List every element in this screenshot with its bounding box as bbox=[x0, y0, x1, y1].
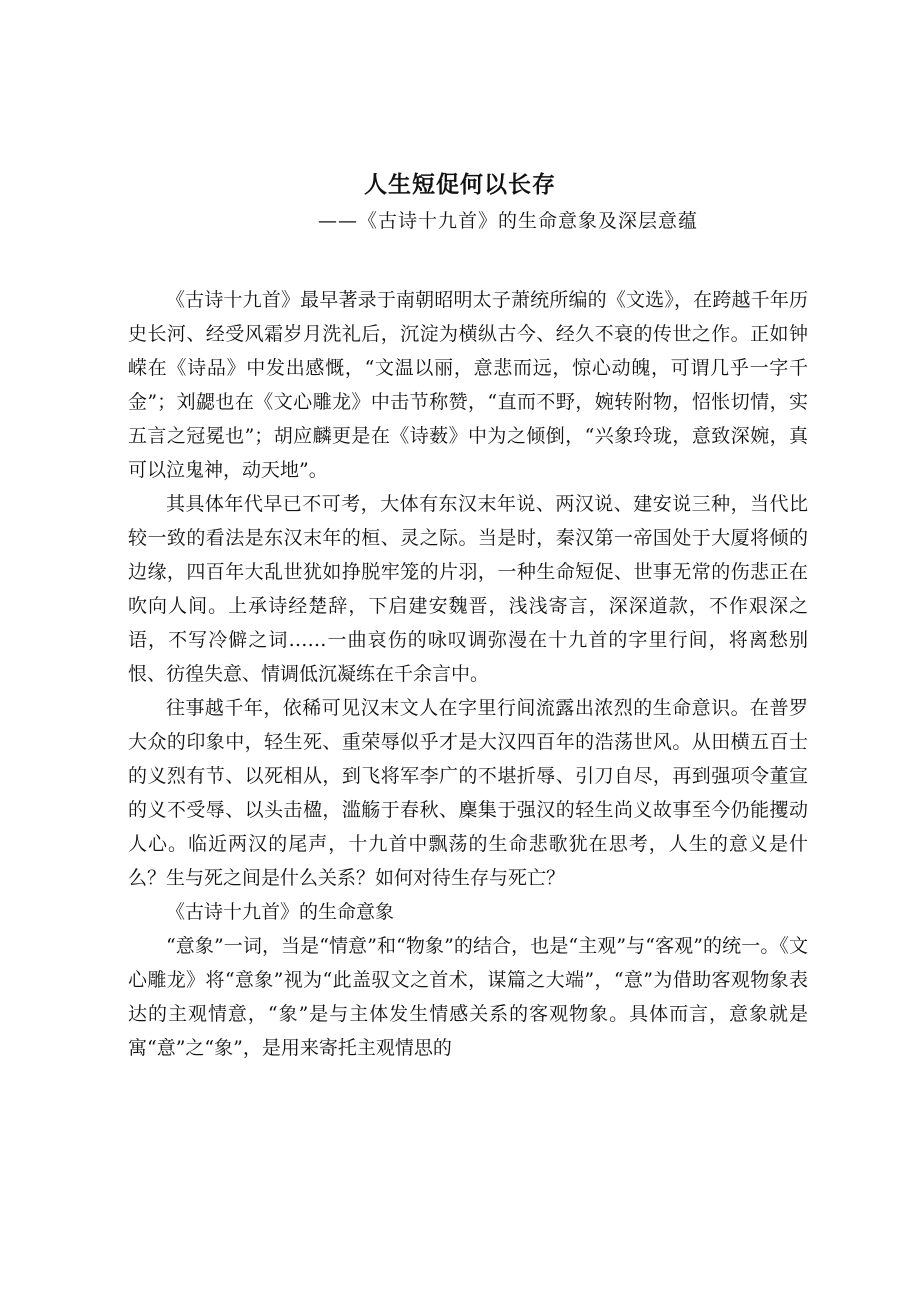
paragraph-1: 《古诗十九首》最早著录于南朝昭明太子萧统所编的《文选》，在跨越千年历史长河、经受风霜岁月洗礼后，沉淀为横纵古今、经久不衰的传世之作。正如钟嵘在《诗品》中发出感慨，“文温以丽，意悲而远，惊心动魄，可谓几乎一字千金”；刘勰也在《文心雕龙》中击节称赞，“直而不野，婉转附物，怊怅切情，实五言之冠冕也”；胡应麟更是在《诗薮》中为之倾倒，“兴象玲珑，意致深婉，真可以泣鬼神，动天地”。 bbox=[128, 289, 808, 481]
document-title: 人生短促何以长存 bbox=[364, 172, 556, 198]
section-heading: 《古诗十九首》的生命意象 bbox=[166, 901, 395, 923]
document-subtitle: ——《古诗十九首》的生命意象及深层意蕴 bbox=[317, 210, 698, 232]
paragraph-3: 往事越千年，依稀可见汉末文人在字里行间流露出浓烈的生命意识。在普罗大众的印象中，轻生死、重荣辱似乎才是大汉四百年的浩荡世风。从田横五百士的义烈有节、以死相从，到飞将军李广的不堪折辱、引刀自尽，再到强项令董宣的义不受辱、以头击楹，滥觞于春秋、麇集于强汉的轻生尚义故事至今仍能攫动人心。临近两汉的尾声，十九首中飘荡的生命悲歌犹在思考，人生的意义是什么？生与死之间是什么关系？如何对待生存与死亡？ bbox=[128, 697, 808, 889]
paragraph-2: 其具体年代早已不可考，大体有东汉末年说、两汉说、建安说三种，当代比较一致的看法是东汉末年的桓、灵之际。当是时，秦汉第一帝国处于大厦将倾的边缘，四百年大乱世犹如挣脱牢笼的片羽，一种生命短促、世事无常的伤悲正在吹向人间。上承诗经楚辞，下启建安魏晋，浅浅寄言，深深道款，不作艰深之语，不写冷僻之词……一曲哀伤的咏叹调弥漫在十九首的字里行间，将离愁别恨、彷徨失意、情调低沉凝练在千余言中。 bbox=[128, 493, 808, 685]
document-body bbox=[128, 283, 808, 1065]
section-paragraph: “意象”一词，当是“情意”和“物象”的结合，也是“主观”与“客观”的统一。《文心雕龙》将“意象”视为“此盖驭文之首术，谋篇之大端”，“意”为借助客观物象表达的主观情意，“象”是与主体发生情感关系的客观物象。具体而言，意象就是寓“意”之“象”，是用来寄托主观情思的 bbox=[128, 935, 808, 1059]
